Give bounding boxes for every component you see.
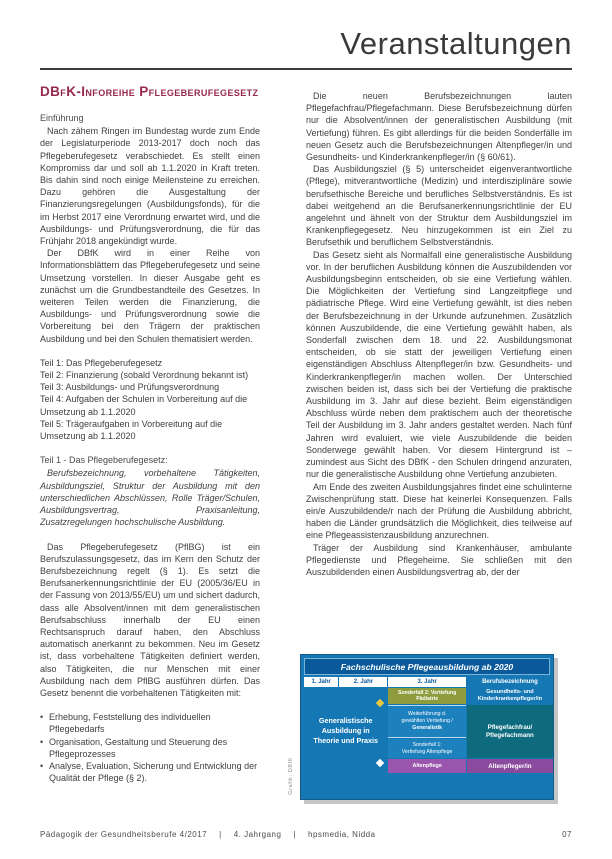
teil-list [40, 357, 296, 442]
outcome-pflegefachfrau: Pflegefachfrau/ Pflegefachmann [467, 705, 553, 758]
column-header-year3: 3. Jahr [388, 677, 465, 687]
teil-list-item: Teil 1: Das Pflegeberufegesetz [40, 357, 163, 368]
teil-list-item: Teil 5: Trägeraufgaben in Vorbereitung auf die Umsetzung ab 1.1.2020 [40, 418, 223, 442]
branch-line: Sonderfall 1: [412, 741, 442, 748]
paragraph: Das Gesetz sieht als Normalfall eine generalistische Ausbildung vor. In der beruflichen Ausbildung können die Auszubildenden vor Ausbildungsbeginn entscheiden, ob sie eine Vertiefung wählen. Die Möglichkeiten der Vertiefung sind Langzeitpflege und pädiatrische Pflege. Wird eine Vertiefung gewählt, ist dies neben der Berufsbezeichnung in der Urkunde aufzunehmen. Zusätzlich können Auszubildende, die eine Vertiefung gewählt haben, als Sonderfall zwischen dem 18. und 22. Ausbildungsmonat entscheiden, ob sie statt der jeweiligen Vertiefung einen eigenständigen Abschluss Altenpfleger/in bzw. Gesundheits- und Kinderkrankenpfleger/in machen wollen. Der Unterschied zwischen beiden ist, dass sich bei der Vertiefung die praktische Ausbildung im 3. Jahr auf diese bezieht. Beim eigenständigen Abschluss würde neben dem praktischem auch der theoretische Teil der Ausbildung im 3. Jahr anders gestaltet werden. Nach fünf Jahren wird evaluiert, wie viele Auszubildende die beiden Sonderwege gewählt haben. Vor diesem Hintergrund ist – zumindest aus Sicht des DBfK - den Schulen dringend anzuraten, nur die generalistische Ausbildung ohne Vertiefung anzubieten. [306, 249, 572, 480]
figure-body [304, 688, 550, 773]
teil1-lede: Berufsbezeichnung, vorbehaltene Tätigkeiten, Ausbildungsziel, Struktur der Ausbildung mit den unterschiedlichen Abschlüssen, Rolle Träger/Schulen, Ausbildungsvertrag, Praxisanleitung, Zusatzregelungen hochschulische Ausbildung. [40, 468, 260, 528]
article-heading: DBfK-Inforeihe Pflegeberufegesetz [40, 84, 259, 99]
page-title: Veranstaltungen [340, 26, 572, 61]
generalist-training-block: Generalistische Ausbildung in Theorie und Praxis [313, 715, 379, 745]
branch-line: gewählten Vertiefung / [401, 718, 453, 724]
paragraph: Am Ende des zweiten Ausbildungsjahres findet eine schulinterne Zwischenprüfung statt. Diese hat keinerlei Konsequenzen. Falls ein/e Auszubildende/r nach der Prüfung die Ausbildung abbricht, haben die Länder grundsätzlich die Möglichkeit, dies teilweise auf eine Pflegeassistenzausbildung anzurechnen. [306, 481, 572, 541]
branch-line: Vertiefung Altenpflege [401, 748, 453, 755]
outcome-kinderkrankenpflege: Gesundheits- und Kinderkrankenpfleger/in [477, 689, 543, 702]
paragraph: Das Pflegeberufegesetz (PflBG) ist ein Berufszulassungsgesetz, das im Kern den Schutz der Berufsbezeichnung regelt (§ 1). Es setzt die Berufsanerkennungsrichtlinie der EU (2005/36/EU in der Fassung von 2013/55/EU) um und sichert dadurch, dass alle Absolvent/innen mit dem generalistischen Berufsabschluss innerhalb der EU einen Rechtsanspruch darauf haben, den Abschluss automatisch anerkannt zu bekommen. Neu im Gesetz ist, dass vorbehaltene Tätigkeiten definiert werden, also Tätigkeiten, die nur Menschen mit einer Ausbildung nach dem PflBG ausführen dürfen. Das Gesetz benennt die vorbehaltenen Tätigkeiten mit: [40, 541, 260, 698]
column-header-year2: 2. Jahr [339, 677, 387, 687]
training-pathway-diagram [288, 654, 554, 800]
figure-column-headers [304, 677, 550, 687]
branch-paediatrics-block: Sonderfall 2: Vertiefung Pädiatrie [388, 688, 465, 704]
teil1-heading: Teil 1 - Das Pflegeberufegesetz: [40, 455, 168, 466]
masthead-rule [40, 68, 572, 70]
footer-journal: Pädagogik der Gesundheitsberufe 4/2017 [40, 830, 208, 839]
paragraph: Der DBfK wird in einer Reihe von Informationsblättern das Pflegeberufegesetz und seine Umsetzung vorstellen. In dieser Ausgabe geht es zunächst um die Grundbestandteile des Gesetzes. In weiteren Teilen werden die Finanzierung, die Ausbildungs- und Prüfungsverordnung sowie die Vorbereitung bei den Trägern der praktischen Ausbildung und bei den Schulen thematisiert werden. [40, 248, 260, 344]
list-item: • Analyse, Evaluation, Sicherung und Entwicklung der Qualität der Pflege (§ 2). [40, 760, 296, 784]
reserved-tasks-list [40, 711, 296, 784]
right-column [306, 90, 572, 650]
footer-divider: | [219, 830, 222, 839]
column-header-year1: 1. Jahr [304, 677, 338, 687]
paragraph: Die neuen Berufsbezeichnungen lauten Pflegefachfrau/Pflegefachmann. Diese Berufsbezeichnung dürfen nur die Absolvent/innen der generalistischen Ausbildung (mit Vertiefung) führen. Es gibt allerdings für die beiden Sonderfälle im neuen Gesetz auch die Berufsbezeichnungen Altenpfleger/in und Gesundheits- und Kinderkrankenpfleger/in (§ 60/61). [306, 91, 572, 163]
page-number: 07 [562, 830, 572, 839]
footer-divider: | [293, 830, 297, 839]
footer-publisher: hpsmedia, Nidda [308, 830, 376, 839]
branch-altenpflege-block [388, 739, 465, 758]
column-header-outcome: Berufsbezeichnung [482, 679, 538, 685]
figure-credit: Grafik: DBfK [288, 757, 294, 795]
page-footer [40, 830, 572, 839]
teil-list-item: Teil 3: Ausbildungs- und Prüfungsverordnung [40, 382, 220, 393]
paragraph: Nach zähem Ringen im Bundestag wurde zum Ende der Legislaturperiode 2013-2017 doch noch das Pflegeberufegesetz verabschiedet. Es stellt einen Kompromiss dar und soll ab 1.1.2020 in Kraft treten. Bis dahin sind noch einige Meilensteine zu erreichen. Dazu gehören die Ausgestaltung der Finanzierungsregelungen (Ausbildungsfonds), für die im Herbst 2017 eine Verordnung erwartet wird, und die Ausbildungs- und Prüfungsverordnung, die für das Frühjahr 2018 angekündigt wurde. [40, 126, 260, 247]
branch-generalist-block [388, 705, 465, 738]
paragraph: Träger der Ausbildung sind Krankenhäuser, ambulante Pflegedienste und Pflegeheime. Sie schließen mit den Auszubildenden einen Ausbildungsvertrag ab, der der [306, 542, 572, 577]
teil-list-item: Teil 2: Finanzierung (sobald Verordnung bekannt ist) [40, 370, 249, 381]
branch-altenpflege-sub: Altenpflege [388, 759, 465, 773]
list-item: • Organisation, Gestaltung und Steuerung des Pflegeprozesses [40, 736, 296, 760]
outcome-altenpfleger: Altenpfleger/in [467, 759, 553, 773]
section-subheading: Einführung [40, 113, 84, 123]
branch-line: Weiterführung d. [408, 711, 447, 717]
teil-list-item: Teil 4: Aufgaben der Schulen in Vorbereitung auf die Umsetzung ab 1.1.2020 [40, 394, 248, 417]
footer-volume: 4. Jahrgang [233, 830, 282, 839]
branch-line: Generalistik [412, 725, 442, 731]
paragraph: Das Ausbildungsziel (§ 5) unterscheidet eigenverantwortliche (Pflege), mitverantwortliche (Medizin) und interdisziplinäre sowie berufsethische Bereiche und berufliches Selbstverständnis. Es ist dabei weitgehend an die Berufsanerkennungsrichtlinie der EU angelehnt und ähnelt von der Struktur dem Ausbildungsziel im Krankenpflegegesetz. Neu hinzugekommen ist ein Ziel zu Berufsethik und beruflichem Selbstverständnis. [306, 164, 572, 248]
figure-title: Fachschulische Pflegeausbildung ab 2020 [304, 658, 550, 675]
left-column [40, 84, 296, 806]
list-item: • Erhebung, Feststellung des individuellen Pflegebedarfs [40, 711, 296, 735]
